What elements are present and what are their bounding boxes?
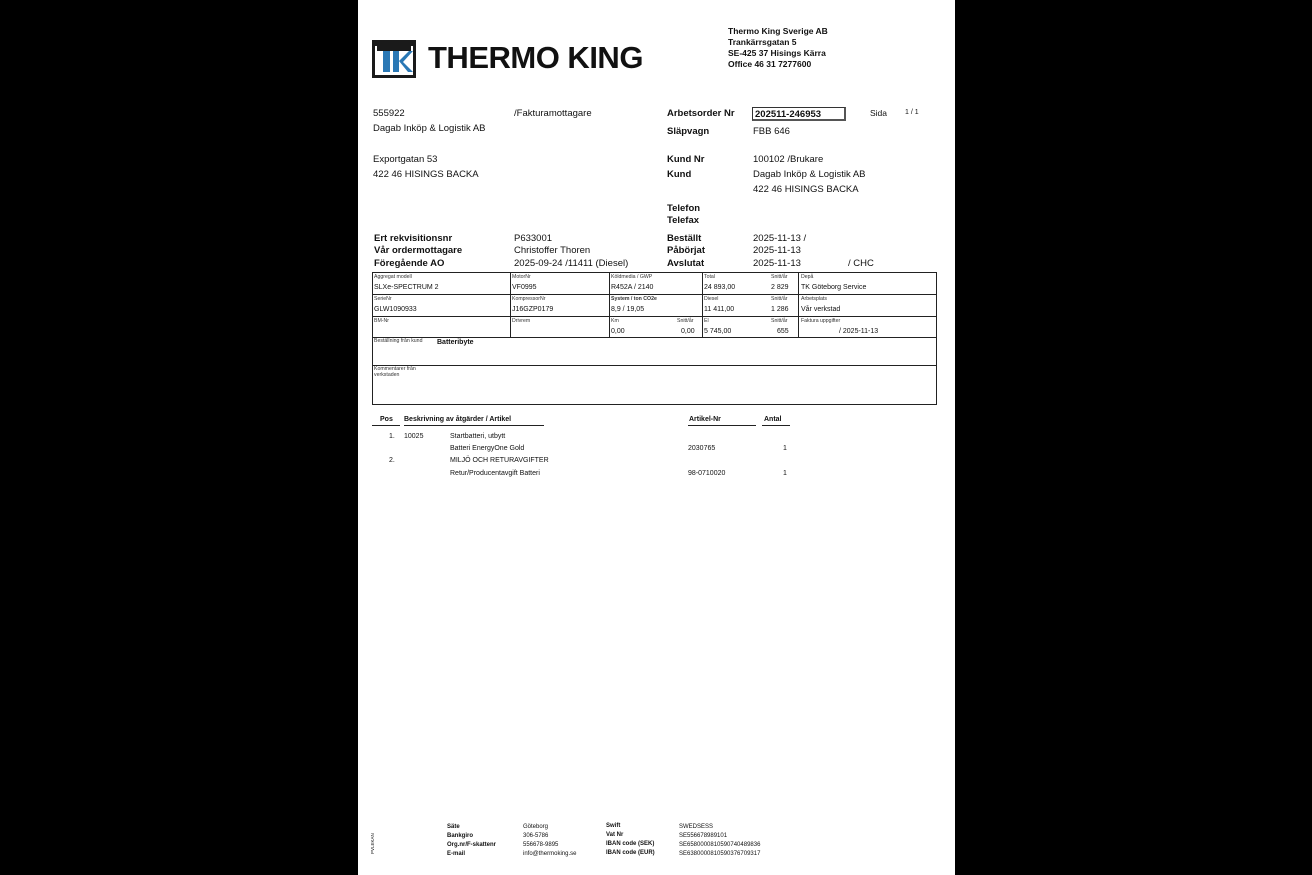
grid-label: Km <box>611 318 619 324</box>
pos-header: Pos <box>380 416 393 423</box>
page-label: Sida <box>870 108 888 118</box>
finished-suffix: / CHC <box>848 258 874 269</box>
grid-label: Arbetsplats <box>801 296 827 302</box>
electric-avg-value: 655 <box>777 328 789 335</box>
receiver-label: Vår ordermottagare <box>374 245 463 256</box>
grid-label: Aggregat modell <box>374 274 412 280</box>
footer-label: E-mail <box>447 851 466 857</box>
footer-label: IBAN code (EUR) <box>606 850 655 856</box>
article-header: Artikel-Nr <box>689 416 721 423</box>
line-article: 2030765 <box>688 445 716 452</box>
grid-label: Diesel <box>704 296 719 302</box>
line-desc: Retur/Producentavgift Batteri <box>450 470 540 477</box>
grid-label: BM-Nr <box>374 318 389 324</box>
footer-value: SE556678989101 <box>679 833 728 839</box>
footer-label: IBAN code (SEK) <box>606 841 655 847</box>
grid-label: Snitt/år <box>771 274 788 280</box>
ao-number-field: 202511-246953 <box>752 107 846 121</box>
grid-label: Faktura uppgifter <box>801 318 841 324</box>
line-code: 10025 <box>404 433 424 440</box>
line-qty: 1 <box>783 470 787 477</box>
customer-no-value: 100102 /Brukare <box>753 154 824 165</box>
company-logo-text: THERMO KING <box>428 40 643 75</box>
footer-value: 556678-9895 <box>523 842 559 848</box>
company-postal: SE-425 37 Hisings Kärra <box>728 48 826 58</box>
req-label: Ert rekvisitionsnr <box>374 233 453 244</box>
diesel-avg-value: 1 286 <box>771 306 789 313</box>
qty-header: Antal <box>764 416 782 423</box>
unit-info-grid <box>372 272 937 405</box>
finished-value: 2025-11-13 <box>753 258 801 269</box>
footer-value: Göteborg <box>523 824 549 830</box>
model-value: SLXe-SPECTRUM 2 <box>374 284 439 291</box>
grid-label: Total <box>704 274 715 280</box>
started-value: 2025-11-13 <box>753 245 801 256</box>
company-name: Thermo King Sverige AB <box>728 26 828 36</box>
grid-label: Snitt/år <box>771 296 788 302</box>
req-value: P633001 <box>514 233 553 244</box>
order-from-customer-label: Beställning från kund <box>374 338 423 344</box>
serial-value: GLW1090933 <box>374 306 417 313</box>
workplace-value: Vår verkstad <box>801 306 841 313</box>
invoice-info-value: / 2025-11-13 <box>839 328 879 335</box>
footer-value: 306-5786 <box>523 833 549 839</box>
side-code: PVLEKAN <box>370 833 375 854</box>
page-value: 1 / 1 <box>905 109 919 116</box>
customer-postal: 422 46 HISINGS BACKA <box>753 184 859 195</box>
recipient-postal: 422 46 HISINGS BACKA <box>373 169 479 180</box>
co2-value: 8,9 / 19,05 <box>611 306 645 313</box>
line-qty: 1 <box>783 445 787 452</box>
grid-label: Köldmedia / GWP <box>611 274 653 280</box>
ordered-label: Beställt <box>667 233 702 244</box>
km-value: 0,00 <box>611 328 625 335</box>
company-office: Office 46 31 7277600 <box>728 59 812 69</box>
recipient-role: /Fakturamottagare <box>514 108 592 119</box>
footer-label: Säte <box>447 824 460 830</box>
receiver-value: Christoffer Thoren <box>514 245 591 256</box>
prev-ao-label: Föregående AO <box>374 258 445 269</box>
compressor-value: J16GZP0179 <box>512 306 554 313</box>
order-from-customer-value: Batteribyte <box>437 339 474 346</box>
grid-label: Depå <box>801 274 814 280</box>
line-pos: 1. <box>389 433 395 440</box>
customer-no-label: Kund Nr <box>667 154 705 165</box>
footer-label: Org.nr/F-skattenr <box>447 842 497 848</box>
comments-label: Kommentarer från verkstaden <box>374 366 416 378</box>
phone-label: Telefon <box>667 203 701 214</box>
started-label: Påbörjat <box>667 245 706 256</box>
ao-label: Arbetsorder Nr <box>667 108 735 119</box>
refrigerant-value: R452A / 2140 <box>611 284 654 291</box>
grid-label: MotorNr <box>512 274 531 280</box>
trailer-label: Släpvagn <box>667 126 710 137</box>
total-hours-value: 24 893,00 <box>704 284 736 291</box>
footer-value: SWEDSESS <box>679 824 714 830</box>
grid-label: El <box>704 318 709 324</box>
line-desc: MILJÖ OCH RETURAVGIFTER <box>450 457 549 464</box>
electric-hours-value: 5 745,00 <box>704 328 732 335</box>
grid-label: Snitt/år <box>677 318 694 324</box>
ordered-value: 2025-11-13 / <box>753 233 807 244</box>
grid-label: Drivrem <box>512 318 531 324</box>
line-desc: Batteri EnergyOne Gold <box>450 445 525 452</box>
customer-name: Dagab Inköp & Logistik AB <box>753 169 866 180</box>
work-order-page <box>358 0 955 875</box>
grid-label: Snitt/år <box>771 318 788 324</box>
recipient-name: Dagab Inköp & Logistik AB <box>373 123 486 134</box>
prev-ao-value: 2025-09-24 /11411 (Diesel) <box>514 258 629 269</box>
grid-label: KompressorNr <box>512 296 546 302</box>
footer-email: info@thermoking.se <box>523 851 577 857</box>
recipient-number: 555922 <box>373 108 405 119</box>
trailer-value: FBB 646 <box>753 126 790 137</box>
line-pos: 2. <box>389 457 395 464</box>
fax-label: Telefax <box>667 215 700 226</box>
footer-label: Vat Nr <box>606 832 624 838</box>
diesel-hours-value: 11 411,00 <box>704 306 735 313</box>
depot-value: TK Göteborg Service <box>801 284 867 291</box>
total-avg-value: 2 829 <box>771 284 789 291</box>
grid-label: System / ton CO2e <box>611 296 657 302</box>
footer-value: SE6380000810590376709317 <box>679 851 761 857</box>
company-street: Trankärrsgatan 5 <box>728 37 797 47</box>
desc-header: Beskrivning av åtgärder / Artikel <box>404 416 512 423</box>
finished-label: Avslutat <box>667 258 705 269</box>
grid-label: SerieNr <box>374 296 392 302</box>
customer-label: Kund <box>667 169 692 180</box>
footer-label: Swift <box>606 823 621 829</box>
line-desc: Startbatteri, utbytt <box>450 433 506 440</box>
thermo-king-logo-icon <box>372 40 416 78</box>
recipient-street: Exportgatan 53 <box>373 154 438 165</box>
motor-value: VF0995 <box>512 284 537 291</box>
footer-label: Bankgiro <box>447 833 474 839</box>
km-avg-value: 0,00 <box>681 328 695 335</box>
footer-value: SE6580000810590740489836 <box>679 842 761 848</box>
line-article: 98-0710020 <box>688 470 726 477</box>
